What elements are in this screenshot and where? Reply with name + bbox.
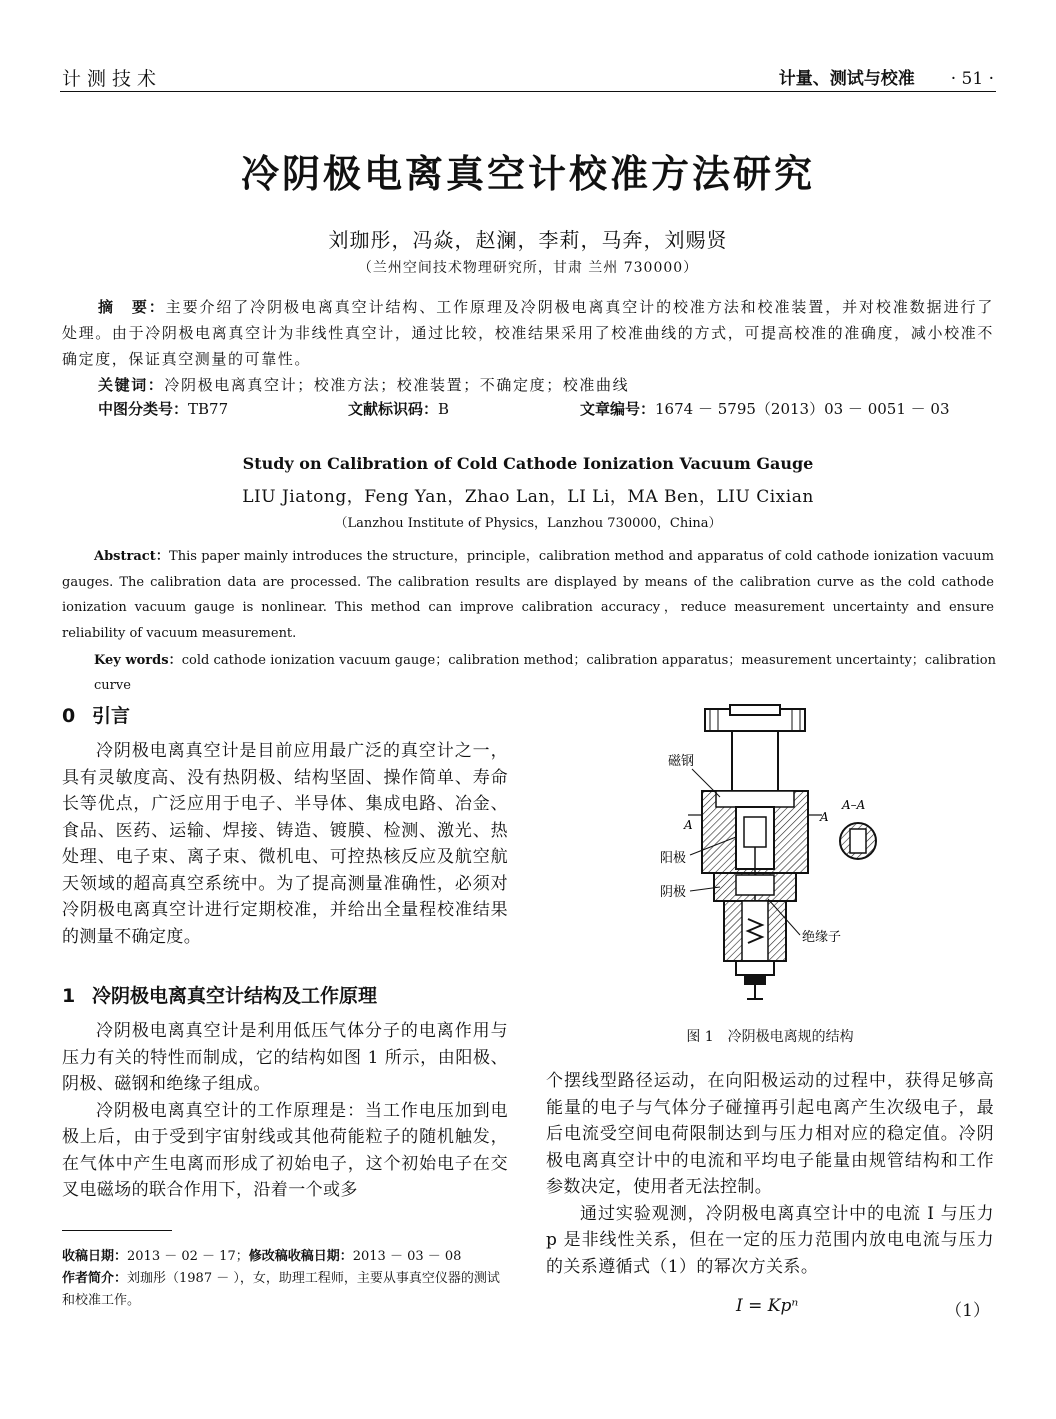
footnote-dates: 收稿日期：2013 － 02 － 17；修改稿收稿日期：2013 － 03 － 08 <box>62 1249 462 1264</box>
abstract-cn <box>62 294 994 372</box>
label-anode: 阳极 <box>660 851 687 866</box>
abstract-cn-text: 主要介绍了冷阴极电离真空计结构、工作原理及冷阴极电离真空计的校准方法和校准装置，并对校准数据进行了处理。由于冷阴极电离真空计为非线性真空计，通过比较，校准结果采用了校准曲线的方式，可提高校准的准确度，减小校准不确定度，保证真空测量的可靠性。 <box>62 298 995 368</box>
english-keywords <box>94 648 996 698</box>
section-1-number: 1 <box>62 985 76 1007</box>
label-magnet: 磁钢 <box>668 754 695 769</box>
section-1-body <box>62 1018 508 1204</box>
running-header-section <box>779 64 994 89</box>
right-column-body <box>546 1068 994 1280</box>
footnote-author: 作者简介：刘珈彤（1987 － ），女，助理工程师，主要从事真空仪器的测试和校准工作。 <box>62 1271 500 1308</box>
figure-1-caption: 图 1 冷阴极电离规的结构 <box>686 1029 854 1045</box>
english-keywords-label: Key words： <box>94 653 182 668</box>
author-list: 刘珈彤，冯焱，赵澜，李莉，马奔，刘赐贤 <box>328 228 728 252</box>
english-keywords-text: cold cathode ionization vacuum gauge；calibration method；calibration apparatus；measurement uncertainty；calibration curve <box>94 653 997 693</box>
section-1-paragraph-1: 冷阴极电离真空计是利用低压气体分子的电离作用与压力有关的特性而制成，它的结构如图 1 所示，由阳极、阴极、磁钢和绝缘子组成。 <box>62 1021 508 1094</box>
paper-title: 冷阴极电离真空计校准方法研究 <box>240 152 815 196</box>
label-insulator: 绝缘子 <box>802 930 842 945</box>
english-abstract <box>62 544 994 646</box>
section-0-title: 引言 <box>92 705 131 727</box>
english-title: Study on Calibration of Cold Cathode Ionization Vacuum Gauge <box>242 454 814 473</box>
keywords-cn-label: 关键词： <box>98 376 165 394</box>
keywords-cn <box>98 372 994 398</box>
footnote-rule <box>62 1230 172 1231</box>
english-affiliation: （Lanzhou Institute of Physics，Lanzhou 730000，China） <box>334 516 722 531</box>
label-a-right: A <box>820 810 829 824</box>
abstract-cn-label: 摘 要： <box>98 298 166 316</box>
english-authors: LIU Jiatong，Feng Yan，Zhao Lan，LI Li，MA Ben，LIU Cixian <box>242 487 814 507</box>
section-1-paragraph-2: 冷阴极电离真空计的工作原理是：当工作电压加到电极上后，由于受到宇宙射线或其他荷能粒子的随机触发，在气体中产生电离而形成了初始电子，这个初始电子在交叉电磁场的联合作用下，沿着一个或多 <box>62 1100 508 1200</box>
english-abstract-text: This paper mainly introduces the structure，principle，calibration method and apparatus of cold cathode ionization vacuum gauges. The calibration data are processed. The calibration results are displayed by means of the calibration curve as the cold cathode ionization vacuum gauge is nonlinear. This method can improve calibration accuracy，reduce measurement uncertainty and ensure reliability of vacuum measurement. <box>62 549 994 641</box>
running-header-journal: 计测技术 <box>62 68 163 90</box>
right-paragraph-2: 通过实验观测，冷阴极电离真空计中的电流 I 与压力 p 是非线性关系，但在一定的压力范围内放电电流与压力的关系遵循式（1）的幂次方关系。 <box>546 1203 994 1277</box>
equation-number: （1） <box>945 1301 990 1321</box>
section-name: 计量、测试与校准 <box>778 69 915 89</box>
label-section: A–A <box>842 798 866 812</box>
section-0-number: 0 <box>62 705 76 727</box>
keywords-cn-text: 冷阴极电离真空计；校准方法；校准装置；不确定度；校准曲线 <box>164 376 630 394</box>
label-cathode: 阴极 <box>660 885 687 900</box>
english-abstract-label: Abstract： <box>94 549 170 564</box>
right-paragraph-1: 个摆线型路径运动，在向阳极运动的过程中，获得足够高能量的电子与气体分子碰撞再引起电离产生次级电子，最后电流受空间电荷限制达到与压力相对应的稳定值。冷阴极电离真空计中的电流和平均电子能量由规管结构和工作参数决定，使用者无法控制。 <box>546 1071 994 1197</box>
label-a-left: A <box>684 818 693 832</box>
section-1-heading <box>62 981 377 1008</box>
footnote <box>62 1246 508 1312</box>
gauge-structure-diagram <box>650 697 890 1007</box>
doc-code: 文献标识码：B <box>348 400 450 418</box>
section-0-paragraph: 冷阴极电离真空计是目前应用最广泛的真空计之一，具有灵敏度高、没有热阴极、结构坚固、操作简单、寿命长等优点，广泛应用于电子、半导体、集成电路、冶金、食品、医药、运输、焊接、铸造、镀膜、检测、激光、热处理、电子束、离子束、微机电、可控热核反应及航空航天领域的超高真空系统中。为了提高测量准确性，必须对冷阴极电离真空计进行定期校准，并给出全量程校准结果的测量不确定度。 <box>62 741 508 947</box>
section-0-body <box>62 738 508 950</box>
affiliation: （兰州空间技术物理研究所，甘肃 兰州 730000） <box>357 260 699 276</box>
figure-1-drawing <box>650 697 890 1007</box>
section-0-heading <box>62 701 130 728</box>
header-rule <box>60 91 996 92</box>
equation-formula: I = Kpⁿ <box>736 1296 799 1316</box>
page-number: · 51 · <box>950 69 994 89</box>
clc-code: 中图分类号：TB77 <box>98 400 229 418</box>
section-1-title: 冷阴极电离真空计结构及工作原理 <box>92 985 378 1007</box>
article-number: 文章编号：1674 － 5795（2013）03 － 0051 － 03 <box>580 400 950 418</box>
